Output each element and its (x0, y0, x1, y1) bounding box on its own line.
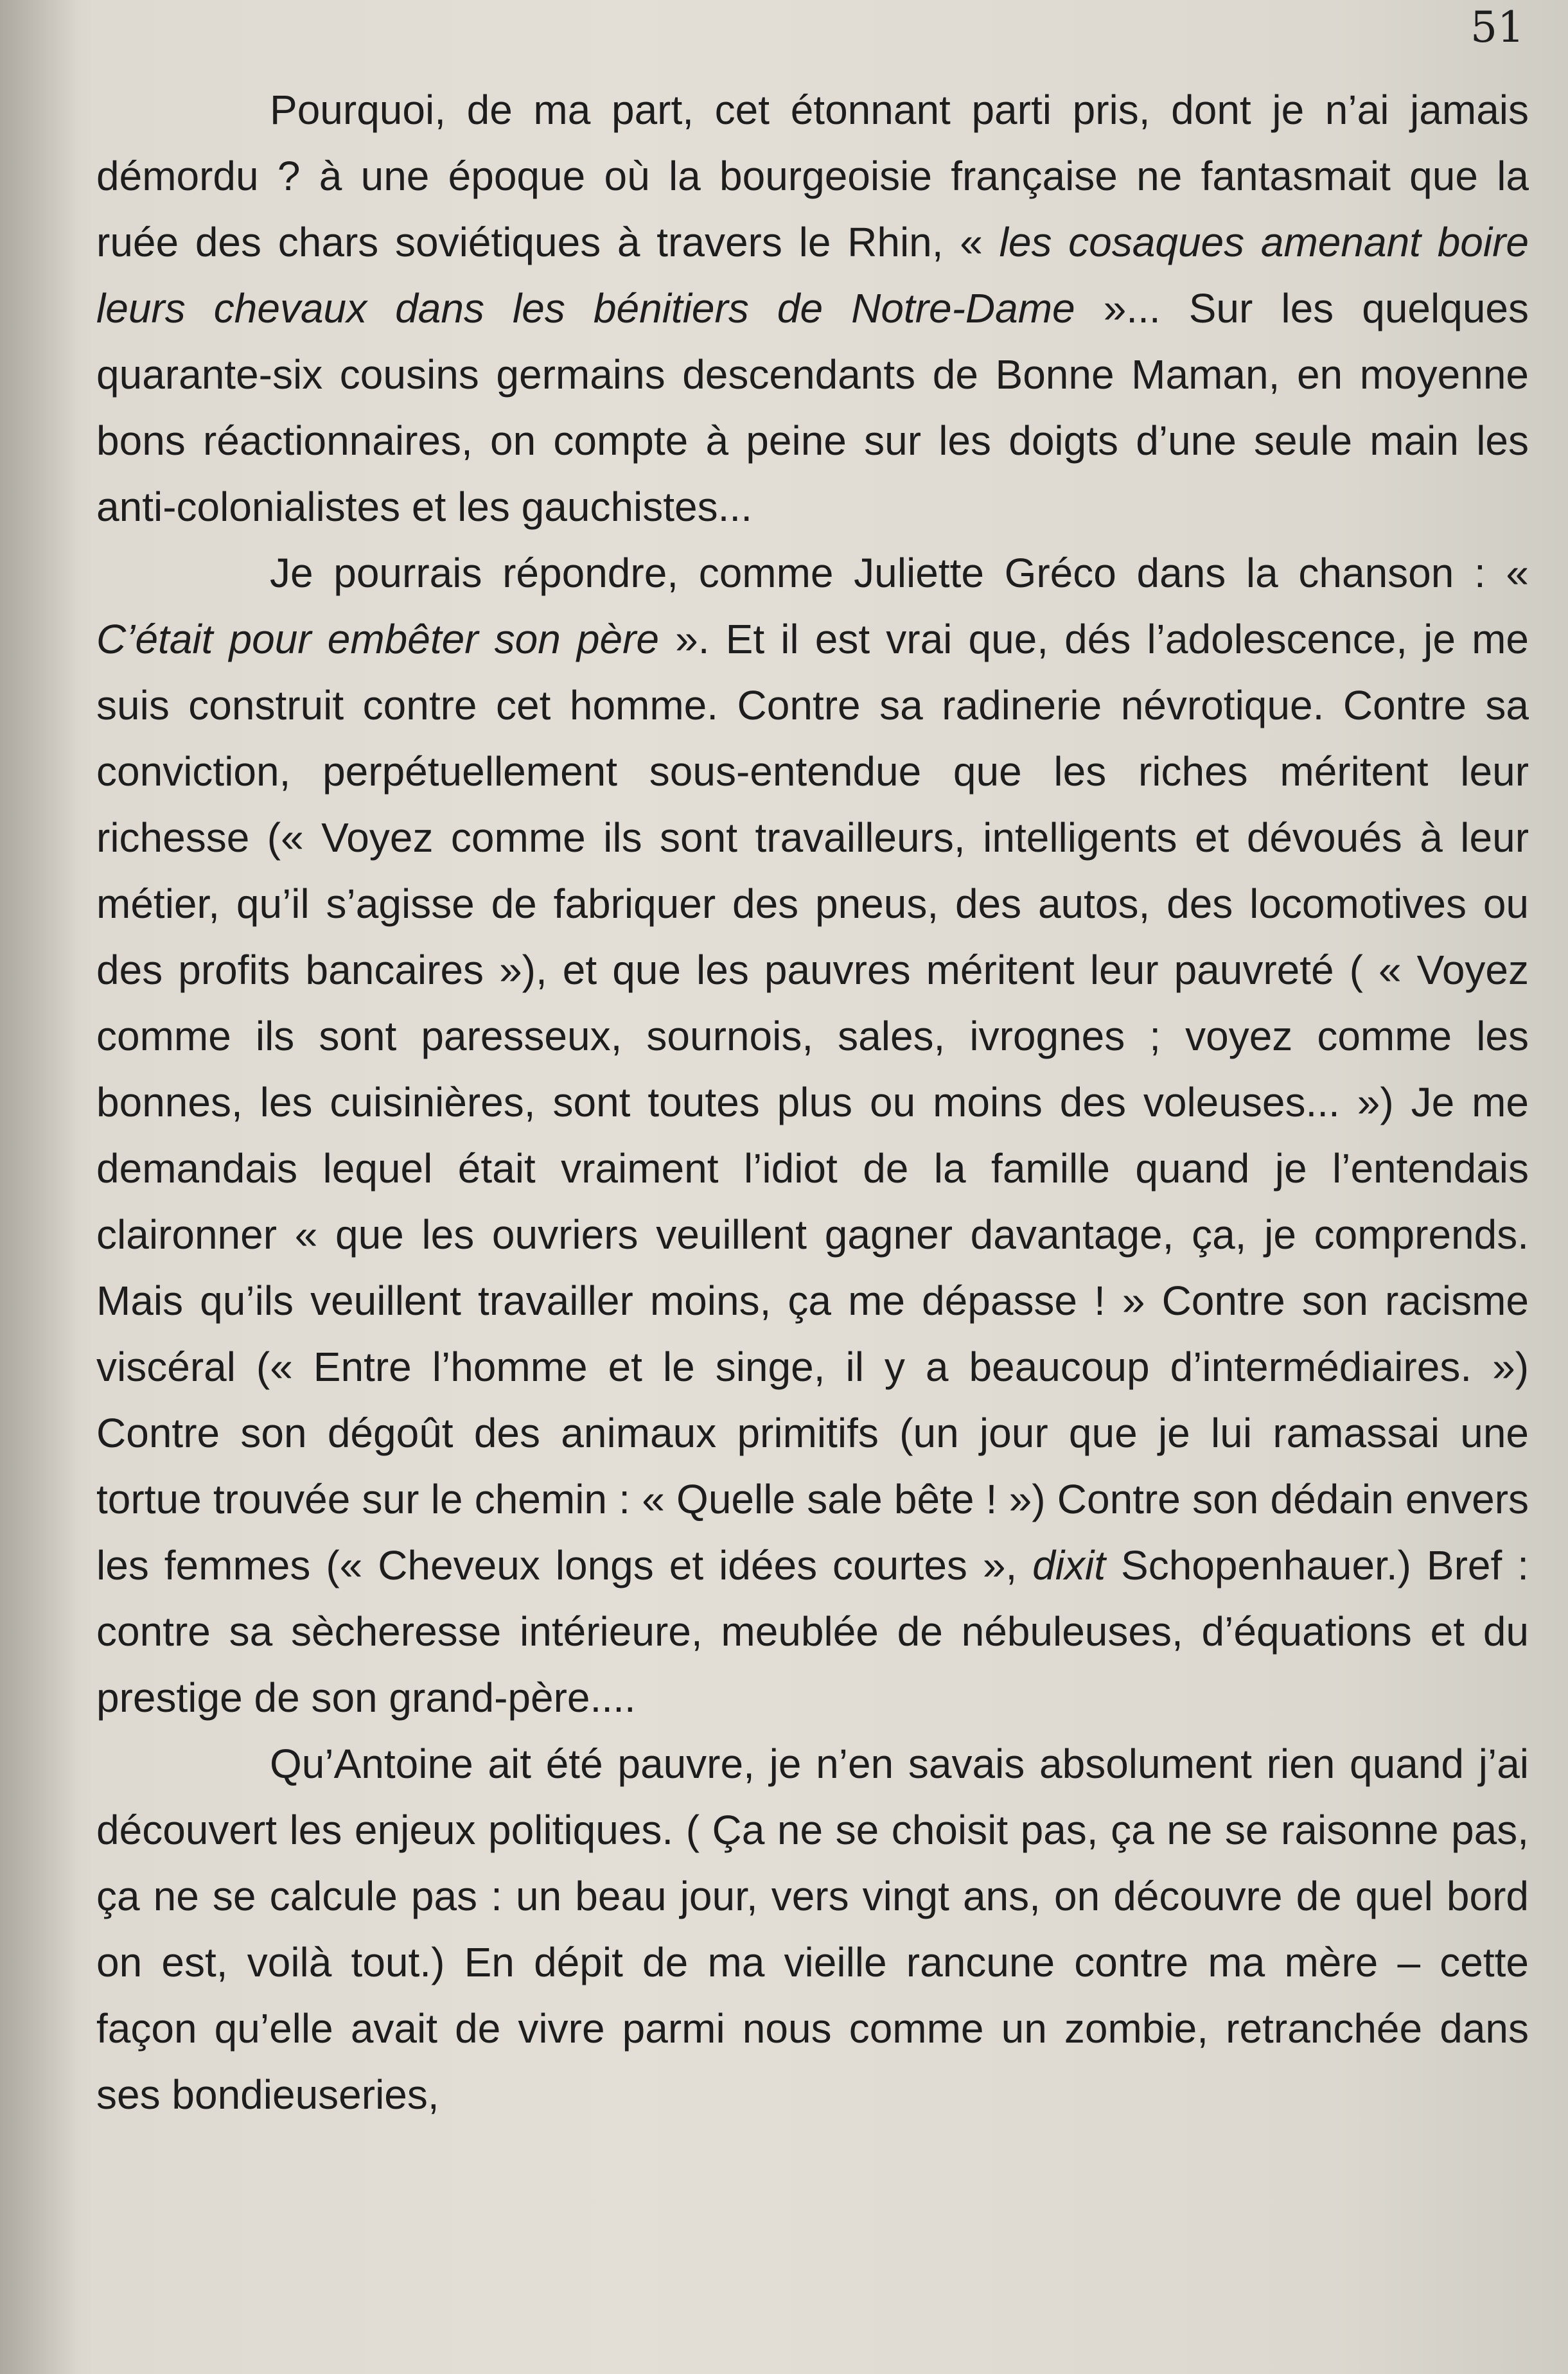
italic-word: dixit (1032, 1542, 1106, 1588)
text-segment: Pourquoi, de ma part, cet étonnant parti pris, dont je n’ai jamais démordu ? à une époque où la bourgeoisie française ne fantasmait que la ruée des chars soviétiques à travers le Rhin, « (96, 87, 1529, 265)
page-gutter-shadow (0, 0, 77, 2374)
text-segment: Je pourrais répondre, comme Juliette Gréco dans la chanson : « (270, 550, 1529, 596)
paragraph-1 (96, 77, 1529, 540)
italic-quote: C’était pour embêter son père (96, 616, 660, 662)
body-text (96, 77, 1529, 2128)
text-segment: »... Sur les quelques quarante-six cousins germains descendants de Bonne Maman, en moyenne bons réactionnaires, on compte à peine sur les doigts d’une seule main les anti-colonialistes et les gauchistes... (96, 285, 1529, 530)
page-number: 51 (1470, 3, 1524, 52)
paragraph-3 (96, 1731, 1529, 2128)
text-segment: ». Et il est vrai que, dés l’adolescence, je me suis construit contre cet homme. Contre sa radinerie névrotique. Contre sa conviction, perpétuellement sous-entendue que les riches méritent leur richesse (« Voyez comme ils sont travailleurs, intelligents et dévoués à leur métier, qu’il s’agisse de fabriquer des pneus, des autos, des locomotives ou des profits bancaires »), et que les pauvres méritent leur pauvreté ( « Voyez comme ils sont paresseux, sournois, sales, ivrognes ; voyez comme les bonnes, les cuisinières, sont toutes plus ou moins des voleuses... ») Je me demandais lequel était vraiment l’idiot de la famille quand je l’entendais claironner « que les ouvriers veuillent gagner davantage, ça, je comprends. Mais qu’ils veuillent travailler moins, ça me dépasse ! » Contre son racisme viscéral (« Entre l’homme et le singe, il y a beaucoup d’intermédiaires. ») Contre son dégoût des animaux primitifs (un jour que je lui ramassai une tortue trouvée sur le chemin : « Quelle sale bête ! ») Contre son dédain envers les femmes (« Cheveux longs et idées courtes », (96, 616, 1529, 1588)
text-segment: Qu’Antoine ait été pauvre, je n’en savais absolument rien quand j’ai découvert les enjeux politiques. ( Ça ne se choisit pas, ça ne se raisonne pas, ça ne se calcule pas : un beau jour, vers vingt ans, on découvre de quel bord on est, voilà tout.) En dépit de ma vieille rancune contre ma mère – cette façon qu’elle avait de vivre parmi nous comme un zombie, retranchée dans ses bondieuseries, (96, 1741, 1529, 2118)
text-segment: Schopenhauer.) Bref : contre sa sècheresse intérieure, meublée de nébuleuses, d’équations et du prestige de son grand-père.... (96, 1542, 1529, 1721)
paragraph-2 (96, 540, 1529, 1731)
italic-quote: les cosaques amenant boire leurs chevaux dans les bénitiers de Notre-Dame (96, 219, 1529, 331)
